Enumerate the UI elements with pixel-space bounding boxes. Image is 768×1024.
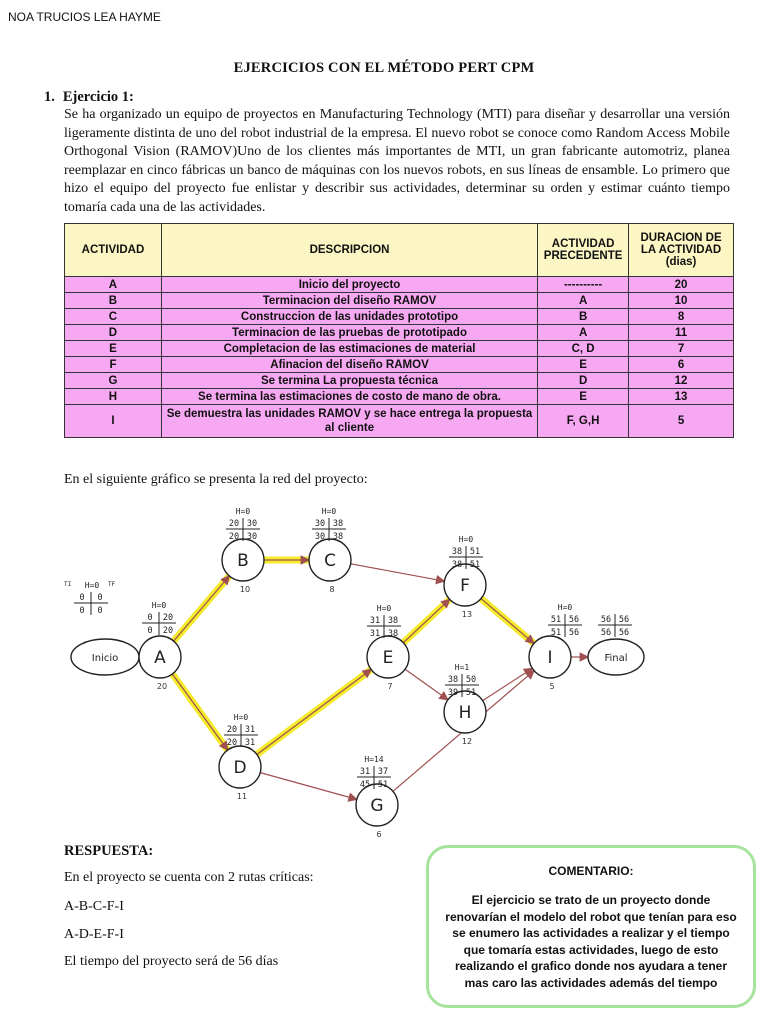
- node-slack: H=0: [235, 507, 251, 516]
- table-cell: Terminacion de las pruebas de prototipado: [161, 325, 537, 341]
- node-duration: 5: [549, 682, 555, 691]
- node-slack: H=0: [321, 507, 337, 516]
- node-slack: H=14: [364, 755, 384, 764]
- table-cell: Se demuestra las unidades RAMOV y se hace entrega la propuesta al cliente: [161, 405, 537, 438]
- node-duration: 12: [461, 737, 473, 746]
- table-header: ACTIVIDAD PRECEDENTE: [538, 224, 629, 277]
- node-H: [444, 663, 486, 746]
- node-slack: H=0: [376, 604, 392, 613]
- node-time-value: 31: [244, 725, 256, 735]
- edge-arrow-F-I: [481, 599, 534, 644]
- table-header: DESCRIPCION: [161, 224, 537, 277]
- table-cell: Terminacion del diseño RAMOV: [161, 293, 537, 309]
- page-title: EJERCICIOS CON EL MÉTODO PERT CPM: [233, 60, 535, 76]
- table-cell: 7: [629, 341, 734, 357]
- node-time-value: 38: [447, 675, 459, 685]
- exercise-paragraph: Se ha organizado un equipo de proyectos en Manufacturing Technology (MTI) para diseñar y desarrollar una versión ligeramente distinta de uno del robot industrial de la empresa. El nuevo robot se conoce como Random Access Mobile Orthogonal Vision (RAMOV)Uno de los clientes más importantes de MTI, un gran fabricante automotriz, planea reemplazar en cinco fábricas un banco de máquinas con los nuevos robots, en sus líneas de ensamble. Lo primero que hizo el equipo del proyecto fue enlistar y describir sus actividades, determinar su orden y estimar cuánto tiempo tomaría cada una de las actividades.: [64, 107, 730, 215]
- node-time-value: 51: [550, 615, 562, 625]
- table-row: [65, 309, 734, 325]
- node-duration: 13: [461, 610, 473, 619]
- node-label: A: [154, 648, 166, 668]
- node-duration: 11: [236, 792, 248, 801]
- node-time-value: 0: [147, 626, 153, 636]
- legend-box: [64, 581, 116, 616]
- node-E: [367, 604, 409, 691]
- table-cell: 10: [629, 293, 734, 309]
- node-time-value: 37: [377, 767, 389, 777]
- legend-tf: TF: [108, 581, 116, 588]
- table-cell: Afinacion del diseño RAMOV: [161, 357, 537, 373]
- node-time-value: 56: [600, 615, 612, 625]
- node-time-value: 20: [226, 725, 238, 735]
- table-row: [65, 325, 734, 341]
- node-time-value: 31: [244, 738, 256, 748]
- node-label: C: [324, 551, 336, 571]
- answer-line: En el proyecto se cuenta con 2 rutas críticas:: [64, 870, 314, 885]
- node-time-value: 20: [226, 738, 238, 748]
- node-duration: 8: [329, 585, 335, 594]
- edge-arrow-D-G: [260, 773, 357, 800]
- table-cell: E: [538, 389, 629, 405]
- node-label: Final: [604, 653, 628, 664]
- activities-table: [64, 223, 734, 438]
- node-slack: H=0: [557, 603, 573, 612]
- node-C: [309, 507, 351, 594]
- node-time-value: 31: [359, 767, 371, 777]
- exercise-number: 1.: [44, 89, 55, 105]
- comment-box: [426, 845, 756, 1008]
- table-row: [65, 277, 734, 293]
- table-cell: Se termina las estimaciones de costo de mano de obra.: [161, 389, 537, 405]
- table-cell: 12: [629, 373, 734, 389]
- answer-heading: RESPUESTA:: [64, 843, 154, 859]
- node-time-value: 20: [228, 532, 240, 542]
- network-nodes: [64, 507, 644, 839]
- legend-value: 0: [97, 606, 103, 616]
- node-time-value: 20: [228, 519, 240, 529]
- table-cell: 20: [629, 277, 734, 293]
- node-D: [219, 713, 261, 801]
- node-label: E: [382, 648, 394, 668]
- node-duration: 20: [156, 682, 168, 691]
- table-cell: I: [65, 405, 162, 438]
- node-label: G: [370, 796, 384, 816]
- table-header: DURACION DE LA ACTIVIDAD (dias): [629, 224, 734, 277]
- table-cell: Se termina La propuesta técnica: [161, 373, 537, 389]
- node-label: H: [458, 703, 472, 723]
- node-time-value: 38: [332, 519, 344, 529]
- table-header-row: [65, 224, 734, 277]
- edge-arrow-E-H: [405, 669, 448, 700]
- table-cell: C, D: [538, 341, 629, 357]
- table-cell: E: [538, 357, 629, 373]
- node-label: Inicio: [91, 653, 119, 664]
- node-time-value: 38: [387, 629, 399, 639]
- node-time-value: 51: [469, 560, 481, 570]
- node-slack: H=0: [458, 535, 474, 544]
- node-I: [529, 603, 582, 691]
- node-time-value: 38: [451, 560, 463, 570]
- legend-value: 0: [97, 593, 103, 603]
- table-row: [65, 357, 734, 373]
- table-row: [65, 389, 734, 405]
- table-cell: ----------: [538, 277, 629, 293]
- table-cell: Inicio del proyecto: [161, 277, 537, 293]
- graph-intro: En el siguiente gráfico se presenta la red del proyecto:: [64, 472, 368, 487]
- node-time-value: 51: [377, 780, 389, 790]
- node-label: D: [233, 758, 247, 778]
- edge-arrow-D-E: [257, 670, 371, 755]
- table-header: ACTIVIDAD: [65, 224, 162, 277]
- node-label: B: [237, 551, 249, 571]
- author-name: NOA TRUCIOS LEA HAYME: [8, 10, 161, 24]
- legend-ti: TI: [64, 581, 72, 588]
- node-time-value: 50: [465, 675, 477, 685]
- node-time-value: 38: [332, 532, 344, 542]
- node-time-value: 30: [246, 532, 258, 542]
- node-label: F: [460, 576, 470, 596]
- comment-title: COMENTARIO:: [548, 864, 634, 878]
- node-duration: 10: [239, 585, 251, 594]
- table-cell: E: [65, 341, 162, 357]
- node-time-value: 56: [600, 628, 612, 638]
- node-time-value: 51: [469, 547, 481, 557]
- node-time-value: 51: [465, 688, 477, 698]
- table-cell: Completacion de las estimaciones de material: [161, 341, 537, 357]
- table-row: [65, 373, 734, 389]
- table-cell: F, G,H: [538, 405, 629, 438]
- node-time-value: 38: [387, 616, 399, 626]
- critical-route-2: A-D-E-F-I: [64, 927, 124, 942]
- node-G: [356, 755, 398, 839]
- table-cell: A: [65, 277, 162, 293]
- table-cell: G: [65, 373, 162, 389]
- table-cell: D: [538, 373, 629, 389]
- table-cell: C: [65, 309, 162, 325]
- table-cell: Construccion de las unidades prototipo: [161, 309, 537, 325]
- table-cell: 11: [629, 325, 734, 341]
- node-time-value: 30: [314, 532, 326, 542]
- exercise-title: Ejercicio 1:: [62, 89, 134, 105]
- legend-value: 0: [79, 606, 85, 616]
- node-time-value: 31: [369, 629, 381, 639]
- node-time-value: 20: [162, 613, 174, 623]
- node-F: [444, 535, 486, 619]
- node-label: I: [547, 648, 553, 668]
- edge-arrow-E-F: [403, 599, 449, 642]
- legend-value: 0: [79, 593, 85, 603]
- node-slack: H=0: [151, 601, 167, 610]
- comment-body: El ejercicio se trato de un proyecto donde renovarían el modelo del robot que tenían para eso se enumero las actividades a realizar y el tiempo que tomaría estas actividades, luego de esto realizando el grafico donde nos ayudara a tener mas caro las actividades además del tiempo: [445, 893, 737, 990]
- node-slack: H=0: [233, 713, 249, 722]
- node-time-value: 45: [359, 780, 371, 790]
- node-time-value: 56: [568, 615, 580, 625]
- table-cell: B: [65, 293, 162, 309]
- node-time-value: 38: [451, 547, 463, 557]
- node-time-value: 56: [618, 615, 630, 625]
- exercise-heading: [44, 89, 142, 106]
- node-time-value: 56: [618, 628, 630, 638]
- edge-arrow-H-I: [483, 668, 533, 700]
- table-cell: 8: [629, 309, 734, 325]
- node-slack: H=1: [454, 663, 470, 672]
- legend-slack: H=0: [84, 581, 100, 590]
- critical-route-1: A-B-C-F-I: [64, 899, 124, 914]
- table-row: [65, 405, 734, 438]
- node-duration: 6: [376, 830, 382, 839]
- node-duration: 7: [387, 682, 393, 691]
- project-duration: El tiempo del proyecto será de 56 días: [64, 954, 279, 969]
- table-cell: A: [538, 293, 629, 309]
- node-start: [71, 639, 139, 675]
- table-row: [65, 293, 734, 309]
- edge-arrow-C-F: [351, 564, 445, 581]
- table-cell: 5: [629, 405, 734, 438]
- node-time-value: 20: [162, 626, 174, 636]
- node-time-value: 56: [568, 628, 580, 638]
- table-cell: H: [65, 389, 162, 405]
- table-row: [65, 341, 734, 357]
- pert-network-diagram: [60, 492, 650, 839]
- edge-arrow-A-D: [172, 674, 227, 750]
- node-time-value: 30: [246, 519, 258, 529]
- node-fin: [588, 614, 644, 675]
- edge-arrow-A-B: [174, 576, 230, 641]
- node-time-value: 31: [369, 616, 381, 626]
- node-time-value: 39: [447, 688, 459, 698]
- node-time-value: 30: [314, 519, 326, 529]
- table-cell: D: [65, 325, 162, 341]
- table-cell: 13: [629, 389, 734, 405]
- table-cell: B: [538, 309, 629, 325]
- node-time-value: 0: [147, 613, 153, 623]
- table-cell: A: [538, 325, 629, 341]
- table-cell: F: [65, 357, 162, 373]
- node-time-value: 51: [550, 628, 562, 638]
- table-cell: 6: [629, 357, 734, 373]
